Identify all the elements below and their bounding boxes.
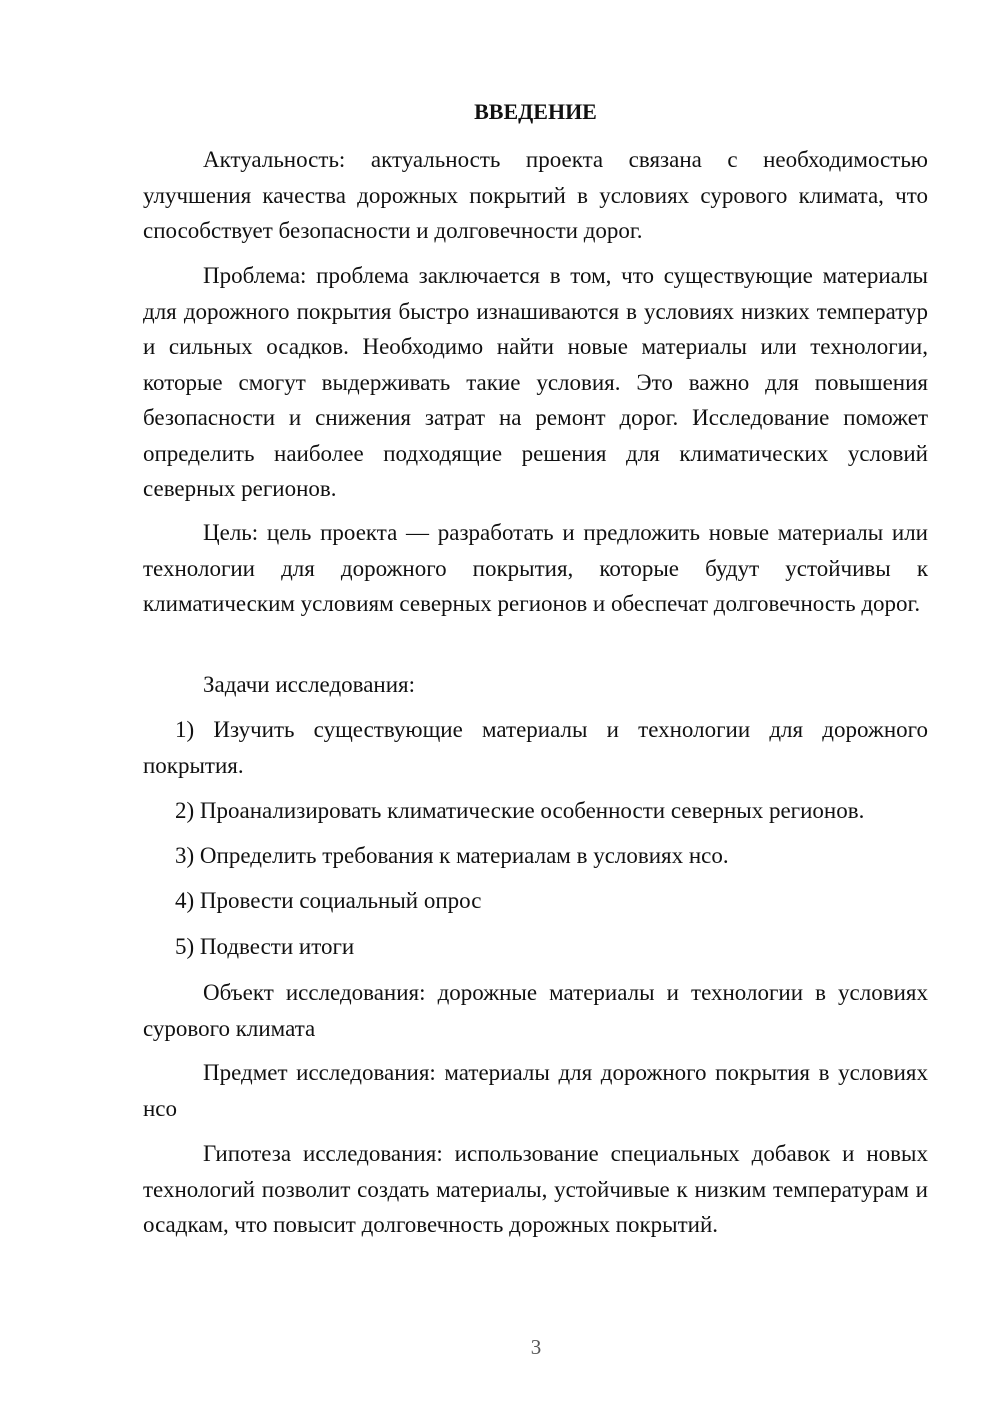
relevance-paragraph: Актуальность: актуальность проекта связана с необходимостью улучшения качества дорожных покрытий в условиях сурового климата, что способствует безопасности и долговечности дорог. bbox=[143, 147, 928, 243]
tasks-heading: Задачи исследования: bbox=[203, 672, 416, 697]
hypothesis-paragraph: Гипотеза исследования: использование специальных добавок и новых технологий позволит создать материалы, устойчивые к низким температурам и осадкам, что повысит долговечность дорожных покрытий. bbox=[143, 1141, 928, 1237]
task-item-2: 2) Проанализировать климатические особенности северных регионов. bbox=[175, 798, 865, 823]
goal-paragraph: Цель: цель проекта — разработать и предложить новые материалы или технологии для дорожного покрытия, которые будут устойчивы к климатическим условиям северных регионов и обеспечат долговечность дорог. bbox=[143, 520, 928, 616]
task-item-4: 4) Провести социальный опрос bbox=[175, 888, 482, 913]
object-paragraph: Объект исследования: дорожные материалы и технологии в условиях сурового климата bbox=[143, 980, 928, 1041]
task-item-5: 5) Подвести итоги bbox=[175, 934, 355, 959]
document-title: ВВЕДЕНИЕ bbox=[474, 99, 597, 124]
problem-paragraph: Проблема: проблема заключается в том, что существующие материалы для дорожного покрытия быстро изнашиваются в условиях низких температур и сильных осадков. Необходимо найти новые материалы или технологии, которые смогут выдерживать такие условия. Это важно для повышения безопасности и снижения затрат на ремонт дорог. Исследование поможет определить наиболее подходящие решения для климатических условий северных регионов. bbox=[143, 263, 928, 501]
task-item-3: 3) Определить требования к материалам в условиях нсо. bbox=[175, 843, 729, 868]
page-number: 3 bbox=[530, 1335, 542, 1359]
task-item-1: 1) Изучить существующие материалы и технологии для дорожного покрытия. bbox=[143, 717, 928, 778]
subject-paragraph: Предмет исследования: материалы для дорожного покрытия в условиях нсо bbox=[143, 1060, 928, 1121]
